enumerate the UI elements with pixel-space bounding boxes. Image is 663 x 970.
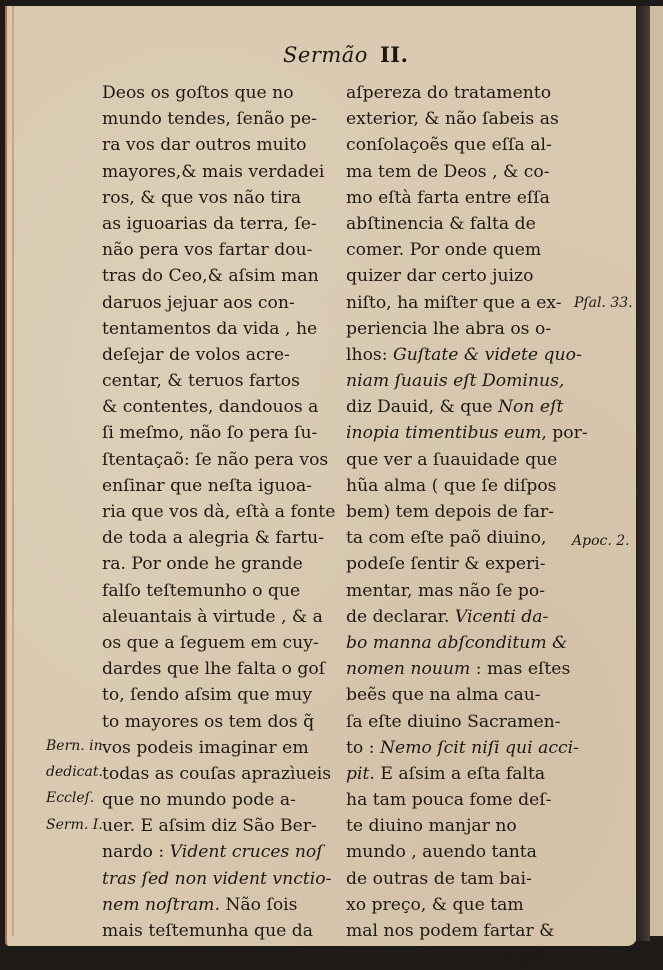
latin-quote: niam ſuauis eſt Dominus, xyxy=(346,371,565,392)
text-line xyxy=(346,499,574,525)
text-line xyxy=(346,551,574,577)
text-line: to, ſendo aſsim que muy xyxy=(102,685,313,706)
text-line: falſo teſtemunho o que xyxy=(102,580,301,601)
text-line xyxy=(346,159,574,185)
text-line: as iguoarias da terra, ſe- xyxy=(102,213,317,234)
latin-quote: tras ſed non vident vnctio- xyxy=(102,868,332,889)
running-head-title: Sermão xyxy=(283,43,368,67)
running-head xyxy=(283,42,408,67)
text-line: ſi meſmo, não ſo pera ſu- xyxy=(102,423,318,444)
text-run: beẽs que na alma cau- xyxy=(346,685,541,706)
text-line xyxy=(346,185,574,211)
text-line: uer. E aſsim diz São Ber- xyxy=(102,816,317,837)
marginal-note-bernard xyxy=(46,735,103,840)
text-line: mundo tendes, ſenão pe- xyxy=(102,109,317,130)
left-text-column xyxy=(102,80,338,944)
text-line xyxy=(346,892,574,918)
text-run: exterior, & não ſabeis as xyxy=(346,109,559,130)
marginal-note-line: dedicat. xyxy=(46,764,103,781)
text-line: ros, & que vos não tira xyxy=(102,187,302,208)
text-line xyxy=(346,473,574,499)
latin-quote: Non eſt xyxy=(498,397,564,418)
text-run: diz Dauid, & que xyxy=(346,397,499,418)
latin-quote: Vicenti da- xyxy=(454,606,549,627)
marginal-note-psalm: Pſal. 33. xyxy=(574,295,633,311)
text-line: ſtentaçaõ: ſe não pera vos xyxy=(102,449,329,470)
text-run: ma tem de Deos , & co- xyxy=(346,161,550,182)
text-line: deſejar de volos acre- xyxy=(102,344,290,365)
latin-quote: bo manna abſconditum & xyxy=(346,632,568,653)
text-line: que no mundo pode a- xyxy=(102,790,296,811)
text-run: de declarar. xyxy=(346,606,455,627)
text-line xyxy=(346,656,574,682)
text-run: niſto, ha miſter que a ex- xyxy=(346,292,562,313)
page-edge-line xyxy=(12,6,14,936)
text-line: tentamentos da vida , he xyxy=(102,318,318,339)
text-line xyxy=(346,682,574,708)
text-run: podeſe ſentir & experi- xyxy=(346,554,546,575)
text-line: ria que vos dà, eſtà a fonte xyxy=(102,502,336,522)
text-line: vos podeis imaginar em xyxy=(102,737,309,758)
right-text-column xyxy=(346,80,588,970)
text-line xyxy=(346,630,574,656)
text-run: quizer dar certo juizo xyxy=(346,266,534,287)
text-line xyxy=(346,447,574,473)
text-line xyxy=(346,578,574,604)
latin-quote: inopia timentibus eum xyxy=(346,423,542,444)
marginal-note-line: Eccleſ. xyxy=(46,790,95,807)
text-line: todas as couſas aprazìueis xyxy=(102,763,332,784)
text-line xyxy=(346,813,574,839)
text-line xyxy=(346,604,574,630)
text-run: mal nos podem fartar & xyxy=(346,921,555,941)
text-line xyxy=(346,106,574,132)
text-run: lhos: xyxy=(346,344,393,365)
latin-quote: Vident cruces noſ xyxy=(169,842,323,863)
marginal-note-line: Bern. in xyxy=(46,738,103,754)
adjacent-page-edge xyxy=(650,6,663,936)
text-run: conſolaçoẽs que eſſa al- xyxy=(346,135,552,156)
text-line xyxy=(346,525,574,551)
text-line xyxy=(102,839,338,865)
text-line xyxy=(346,918,574,944)
text-line xyxy=(346,709,574,735)
text-line xyxy=(346,787,574,813)
text-run: de outras de tam bai- xyxy=(346,868,532,889)
text-run: : mas eſtes xyxy=(470,659,571,680)
text-line xyxy=(102,892,338,918)
text-line xyxy=(346,237,574,263)
text-run: hũa alma ( que ſe diſpos xyxy=(346,475,557,496)
running-head-number: II. xyxy=(379,42,409,67)
text-run: mundo , auendo tanta xyxy=(346,842,537,863)
text-line xyxy=(346,394,574,420)
text-line: aleuantais à virtude , & a xyxy=(102,606,323,627)
text-line xyxy=(346,368,574,394)
book-spine-shadow xyxy=(636,6,650,941)
latin-quote: nomen nouum xyxy=(346,659,471,680)
marginal-note-line: Serm. I. xyxy=(46,816,103,833)
text-run: ſa eſte diuino Sacramen- xyxy=(346,711,561,732)
text-line xyxy=(346,263,574,289)
text-line xyxy=(346,342,582,368)
text-line xyxy=(346,132,574,158)
catchword: conten- xyxy=(509,947,574,968)
text-line xyxy=(346,735,579,761)
text-line: centar, & teruos fartos xyxy=(102,371,300,392)
text-line: de toda a alegria & fartu- xyxy=(102,528,325,549)
text-run: te diuino manjar no xyxy=(346,816,517,837)
text-run: que ver a ſuauidade que xyxy=(346,449,558,470)
text-line xyxy=(346,839,574,865)
text-run: periencia lhe abra os o- xyxy=(346,318,552,339)
text-line: não pera vos fartar dou- xyxy=(102,240,313,261)
latin-quote: Nemo ſcit niſi qui acci- xyxy=(379,737,579,758)
text-line: daruos jejuar aos con- xyxy=(102,292,295,313)
text-line xyxy=(346,420,588,446)
text-line xyxy=(346,866,574,892)
text-line: Deos os goſtos que no xyxy=(102,83,294,103)
text-run: abſtinencia & falta de xyxy=(346,213,536,234)
text-run: ta com eſte paõ diuino, xyxy=(346,528,547,549)
text-run: comer. Por onde quem xyxy=(346,240,542,261)
text-run: . E aſsim a eſta falta xyxy=(369,763,546,784)
text-line: dardes que lhe falta o goſ xyxy=(102,659,326,680)
latin-quote: pit xyxy=(346,763,370,784)
text-line: ra vos dar outros muito xyxy=(102,135,307,156)
text-run: nardo : xyxy=(102,842,170,863)
text-run: bem) tem depois de far- xyxy=(346,502,555,522)
latin-quote: Guſtate & videte quo- xyxy=(393,344,582,365)
text-run: xo preço, & que tam xyxy=(346,894,524,915)
text-line xyxy=(102,866,338,892)
text-run: . Não ſois xyxy=(214,894,298,915)
text-line xyxy=(346,211,574,237)
text-run: mo eſtà farta entre eſſa xyxy=(346,187,550,208)
marginal-note-apocalypse: Apoc. 2. xyxy=(572,533,630,549)
text-line xyxy=(346,80,574,106)
latin-quote: nem noſtram xyxy=(102,894,215,915)
text-run: to : xyxy=(346,737,380,758)
text-line xyxy=(346,290,574,316)
text-run: , por- xyxy=(541,423,588,444)
text-line: enſinar que neſta iguoa- xyxy=(102,475,312,496)
text-line: ra. Por onde he grande xyxy=(102,554,303,575)
text-run: mais teſtemunha que da xyxy=(102,921,314,941)
text-line xyxy=(102,918,338,944)
text-line: tras do Ceo,& aſsim man xyxy=(102,266,319,287)
text-line: & contentes, dandouos a xyxy=(102,397,319,418)
text-run: mentar, mas não ſe po- xyxy=(346,580,546,601)
text-line: mayores,& mais verdadei xyxy=(102,161,325,182)
text-line: os que a ſeguem em cuy- xyxy=(102,632,319,653)
text-line xyxy=(346,761,574,787)
text-run: ha tam pouca fome deſ- xyxy=(346,790,552,811)
text-line xyxy=(346,316,574,342)
text-line: to mayores os tem dos q̃ xyxy=(102,711,315,732)
text-run: aſpereza do tratamento xyxy=(346,83,552,103)
